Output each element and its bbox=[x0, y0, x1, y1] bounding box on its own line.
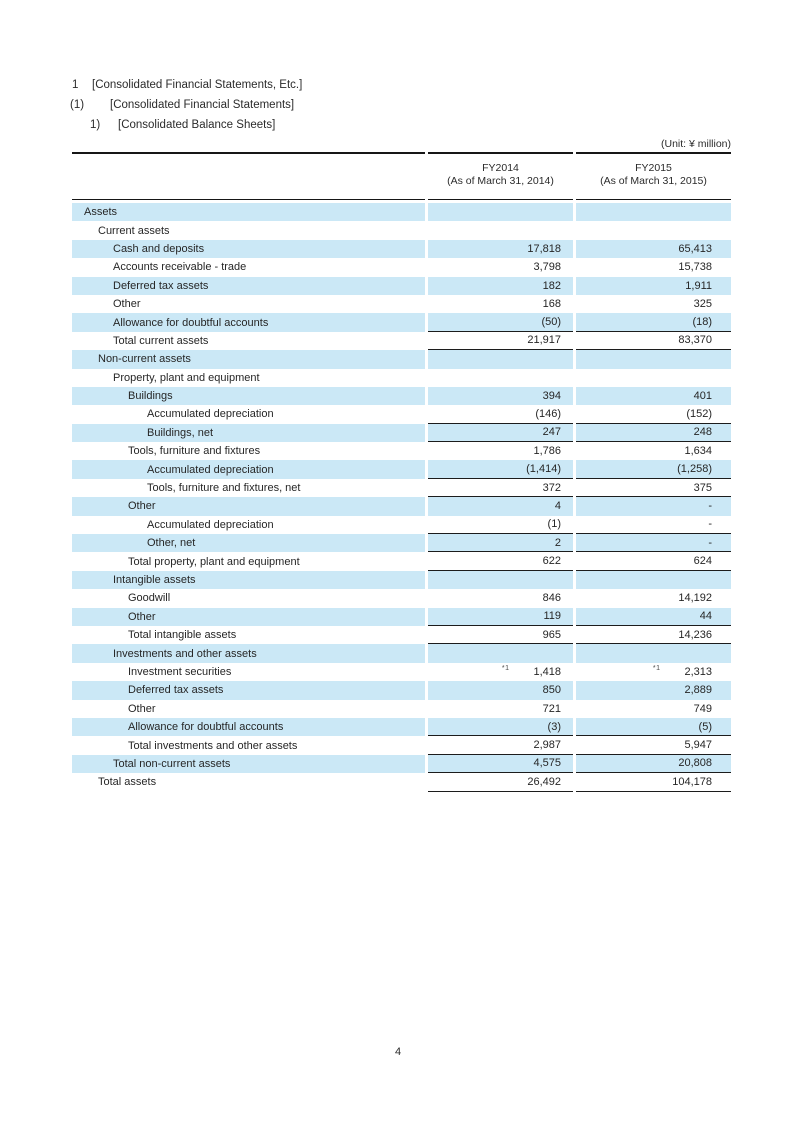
column-header-fy2014 bbox=[428, 152, 573, 200]
cell-value: (1) bbox=[547, 518, 561, 531]
row-label: Total intangible assets bbox=[128, 629, 237, 642]
cell-value: 2,889 bbox=[684, 684, 712, 697]
value-fy2014 bbox=[428, 718, 573, 736]
value-fy2014 bbox=[428, 736, 573, 754]
table-row bbox=[72, 663, 731, 681]
value-fy2015 bbox=[576, 534, 731, 552]
value-fy2015 bbox=[576, 313, 731, 331]
footnote-marker: *1 bbox=[652, 665, 661, 673]
cell-value: 247 bbox=[542, 426, 561, 439]
cell-value: (18) bbox=[692, 316, 712, 329]
value-fy2014 bbox=[428, 663, 573, 681]
row-label: Tools, furniture and fixtures, net bbox=[147, 482, 301, 495]
table-row bbox=[72, 736, 731, 754]
cell-value: 2,987 bbox=[533, 739, 561, 752]
value-fy2015 bbox=[576, 369, 731, 387]
value-fy2014 bbox=[428, 479, 573, 497]
value-fy2014 bbox=[428, 681, 573, 699]
cell-value: - bbox=[708, 518, 712, 531]
value-fy2015 bbox=[576, 479, 731, 497]
cell-value: - bbox=[708, 536, 712, 549]
row-label: Investment securities bbox=[128, 665, 232, 678]
row-label: Total investments and other assets bbox=[128, 739, 298, 752]
value-fy2014 bbox=[428, 460, 573, 478]
value-fy2015 bbox=[576, 497, 731, 515]
value-fy2015 bbox=[576, 755, 731, 773]
cell-value: 721 bbox=[542, 702, 561, 715]
row-label: Current assets bbox=[98, 224, 170, 237]
cell-value: 3,798 bbox=[533, 261, 561, 274]
cell-value: - bbox=[708, 500, 712, 513]
value-fy2014 bbox=[428, 203, 573, 221]
value-fy2015 bbox=[576, 608, 731, 626]
cell-value: 394 bbox=[542, 390, 561, 403]
row-label: Cash and deposits bbox=[72, 240, 425, 258]
table-row bbox=[72, 534, 731, 552]
value-fy2015 bbox=[576, 516, 731, 534]
row-label: Total assets bbox=[98, 776, 157, 789]
value-fy2014 bbox=[428, 258, 573, 276]
unit-note: (Unit: ¥ million) bbox=[660, 138, 731, 150]
value-fy2014 bbox=[428, 221, 573, 239]
table-row bbox=[72, 571, 731, 589]
value-fy2015 bbox=[576, 240, 731, 258]
cell-value: 168 bbox=[542, 298, 561, 311]
table-row bbox=[72, 203, 731, 221]
cell-value: 624 bbox=[693, 555, 712, 568]
table-row bbox=[72, 350, 731, 368]
table-row bbox=[72, 773, 731, 791]
cell-value: 14,192 bbox=[678, 592, 712, 605]
row-label: Allowance for doubtful accounts bbox=[72, 718, 425, 736]
value-fy2014 bbox=[428, 442, 573, 460]
table-row bbox=[72, 387, 731, 405]
table-row bbox=[72, 718, 731, 736]
value-fy2015 bbox=[576, 773, 731, 791]
value-fy2014 bbox=[428, 405, 573, 423]
table-row bbox=[72, 700, 731, 718]
value-fy2015 bbox=[576, 277, 731, 295]
value-fy2015 bbox=[576, 424, 731, 442]
cell-value: 15,738 bbox=[678, 261, 712, 274]
cell-value: 1,418 bbox=[533, 665, 561, 678]
value-fy2014 bbox=[428, 516, 573, 534]
cell-value: 26,492 bbox=[527, 775, 561, 788]
row-label: Investments and other assets bbox=[72, 644, 425, 662]
page-number: 4 bbox=[394, 1046, 402, 1058]
cell-value: 401 bbox=[693, 390, 712, 403]
cell-value: 1,786 bbox=[533, 445, 561, 458]
row-label: Buildings bbox=[72, 387, 425, 405]
table-row bbox=[72, 424, 731, 442]
heading-number: 1 bbox=[72, 79, 79, 91]
cell-value: 325 bbox=[693, 298, 712, 311]
value-fy2014 bbox=[428, 277, 573, 295]
value-fy2014 bbox=[428, 755, 573, 773]
cell-value: 846 bbox=[542, 592, 561, 605]
value-fy2015 bbox=[576, 295, 731, 313]
row-label: Other bbox=[128, 702, 156, 715]
table-row bbox=[72, 516, 731, 534]
heading-text: [Consolidated Balance Sheets] bbox=[118, 119, 276, 131]
value-fy2015 bbox=[576, 460, 731, 478]
cell-value: 5,947 bbox=[684, 739, 712, 752]
row-label: Tools, furniture and fixtures bbox=[128, 445, 261, 458]
value-fy2015 bbox=[576, 571, 731, 589]
value-fy2014 bbox=[428, 626, 573, 644]
value-fy2015 bbox=[576, 332, 731, 350]
table-row bbox=[72, 295, 731, 313]
table-row bbox=[72, 626, 731, 644]
value-fy2015 bbox=[576, 442, 731, 460]
table-row bbox=[72, 277, 731, 295]
item-column-header bbox=[72, 152, 425, 200]
value-fy2015 bbox=[576, 258, 731, 276]
cell-value: 20,808 bbox=[678, 757, 712, 770]
value-fy2014 bbox=[428, 387, 573, 405]
cell-value: (1,414) bbox=[526, 463, 561, 476]
row-label: Deferred tax assets bbox=[72, 681, 425, 699]
value-fy2015 bbox=[576, 736, 731, 754]
column-header-fy2015 bbox=[576, 152, 731, 200]
cell-value: 749 bbox=[693, 702, 712, 715]
column-year-label: FY2015 bbox=[635, 162, 672, 174]
value-fy2014 bbox=[428, 589, 573, 607]
row-label: Deferred tax assets bbox=[72, 277, 425, 295]
value-fy2014 bbox=[428, 424, 573, 442]
table-row bbox=[72, 332, 731, 350]
cell-value: 44 bbox=[699, 610, 712, 623]
row-label: Allowance for doubtful accounts bbox=[72, 313, 425, 331]
cell-value: 2,313 bbox=[684, 665, 712, 678]
table-body bbox=[72, 203, 731, 792]
cell-value: 1,634 bbox=[684, 445, 712, 458]
value-fy2015 bbox=[576, 644, 731, 662]
row-label: Total current assets bbox=[113, 334, 209, 347]
table-row bbox=[72, 644, 731, 662]
value-fy2014 bbox=[428, 608, 573, 626]
value-fy2014 bbox=[428, 240, 573, 258]
value-fy2015 bbox=[576, 626, 731, 644]
table-row bbox=[72, 608, 731, 626]
cell-value: 14,236 bbox=[678, 628, 712, 641]
row-label: Total property, plant and equipment bbox=[128, 555, 300, 568]
column-date-label: (As of March 31, 2015) bbox=[600, 175, 707, 187]
row-label: Goodwill bbox=[128, 592, 171, 605]
table-row bbox=[72, 313, 731, 331]
value-fy2015 bbox=[576, 589, 731, 607]
table-row bbox=[72, 479, 731, 497]
value-fy2014 bbox=[428, 571, 573, 589]
cell-value: 4 bbox=[554, 500, 561, 513]
value-fy2015 bbox=[576, 405, 731, 423]
row-label: Buildings, net bbox=[72, 424, 425, 442]
row-label: Accounts receivable - trade bbox=[113, 261, 247, 274]
value-fy2015 bbox=[576, 552, 731, 570]
row-label: Other bbox=[72, 608, 425, 626]
heading-number: (1) bbox=[70, 99, 85, 111]
value-fy2015 bbox=[576, 700, 731, 718]
table-header-row bbox=[72, 152, 731, 200]
cell-value: 1,911 bbox=[685, 279, 712, 292]
row-label: Other, net bbox=[72, 534, 425, 552]
cell-value: (3) bbox=[547, 720, 561, 733]
value-fy2014 bbox=[428, 534, 573, 552]
value-fy2015 bbox=[576, 221, 731, 239]
value-fy2015 bbox=[576, 663, 731, 681]
balance-sheet-table bbox=[72, 152, 731, 792]
value-fy2015 bbox=[576, 681, 731, 699]
heading-text: [Consolidated Financial Statements, Etc.] bbox=[92, 79, 303, 91]
table-row bbox=[72, 442, 731, 460]
cell-value: (1,258) bbox=[677, 463, 712, 476]
value-fy2015 bbox=[576, 203, 731, 221]
row-label: Accumulated depreciation bbox=[72, 460, 425, 478]
table-row bbox=[72, 405, 731, 423]
cell-value: 104,178 bbox=[672, 775, 712, 788]
table-row bbox=[72, 460, 731, 478]
table-row bbox=[72, 681, 731, 699]
footnote-marker: *1 bbox=[501, 665, 510, 673]
column-year-label: FY2014 bbox=[482, 162, 519, 174]
value-fy2014 bbox=[428, 295, 573, 313]
cell-value: 182 bbox=[542, 279, 561, 292]
cell-value: 372 bbox=[542, 481, 561, 494]
row-label: Non-current assets bbox=[72, 350, 425, 368]
table-row bbox=[72, 552, 731, 570]
heading-text: [Consolidated Financial Statements] bbox=[110, 99, 295, 111]
value-fy2014 bbox=[428, 552, 573, 570]
row-label: Property, plant and equipment bbox=[113, 371, 260, 384]
cell-value: 375 bbox=[693, 481, 712, 494]
table-row bbox=[72, 240, 731, 258]
cell-value: (146) bbox=[535, 407, 561, 420]
value-fy2015 bbox=[576, 718, 731, 736]
row-label: Accumulated depreciation bbox=[147, 408, 274, 421]
value-fy2014 bbox=[428, 700, 573, 718]
table-row bbox=[72, 755, 731, 773]
table-row bbox=[72, 221, 731, 239]
value-fy2014 bbox=[428, 497, 573, 515]
cell-value: 17,818 bbox=[527, 242, 561, 255]
heading-number: 1) bbox=[90, 119, 101, 131]
cell-value: (152) bbox=[686, 407, 712, 420]
row-label: Assets bbox=[72, 203, 425, 221]
cell-value: 4,575 bbox=[533, 757, 561, 770]
cell-value: (5) bbox=[698, 720, 712, 733]
cell-value: (50) bbox=[541, 316, 561, 329]
row-label: Accumulated depreciation bbox=[147, 518, 274, 531]
value-fy2014 bbox=[428, 350, 573, 368]
cell-value: 21,917 bbox=[527, 334, 561, 347]
cell-value: 83,370 bbox=[678, 334, 712, 347]
cell-value: 2 bbox=[554, 536, 561, 549]
row-label: Other bbox=[72, 497, 425, 515]
cell-value: 65,413 bbox=[678, 242, 712, 255]
cell-value: 850 bbox=[542, 684, 561, 697]
cell-value: 965 bbox=[542, 628, 561, 641]
value-fy2014 bbox=[428, 773, 573, 791]
table-row bbox=[72, 589, 731, 607]
cell-value: 622 bbox=[542, 555, 561, 568]
table-row bbox=[72, 258, 731, 276]
cell-value: 248 bbox=[693, 426, 712, 439]
value-fy2015 bbox=[576, 387, 731, 405]
cell-value: 119 bbox=[543, 610, 561, 623]
row-label: Total non-current assets bbox=[72, 755, 425, 773]
row-label: Other bbox=[113, 298, 141, 311]
value-fy2014 bbox=[428, 369, 573, 387]
value-fy2014 bbox=[428, 332, 573, 350]
value-fy2014 bbox=[428, 313, 573, 331]
table-row bbox=[72, 369, 731, 387]
row-label: Intangible assets bbox=[72, 571, 425, 589]
value-fy2014 bbox=[428, 644, 573, 662]
value-fy2015 bbox=[576, 350, 731, 368]
column-date-label: (As of March 31, 2014) bbox=[447, 175, 554, 187]
table-row bbox=[72, 497, 731, 515]
